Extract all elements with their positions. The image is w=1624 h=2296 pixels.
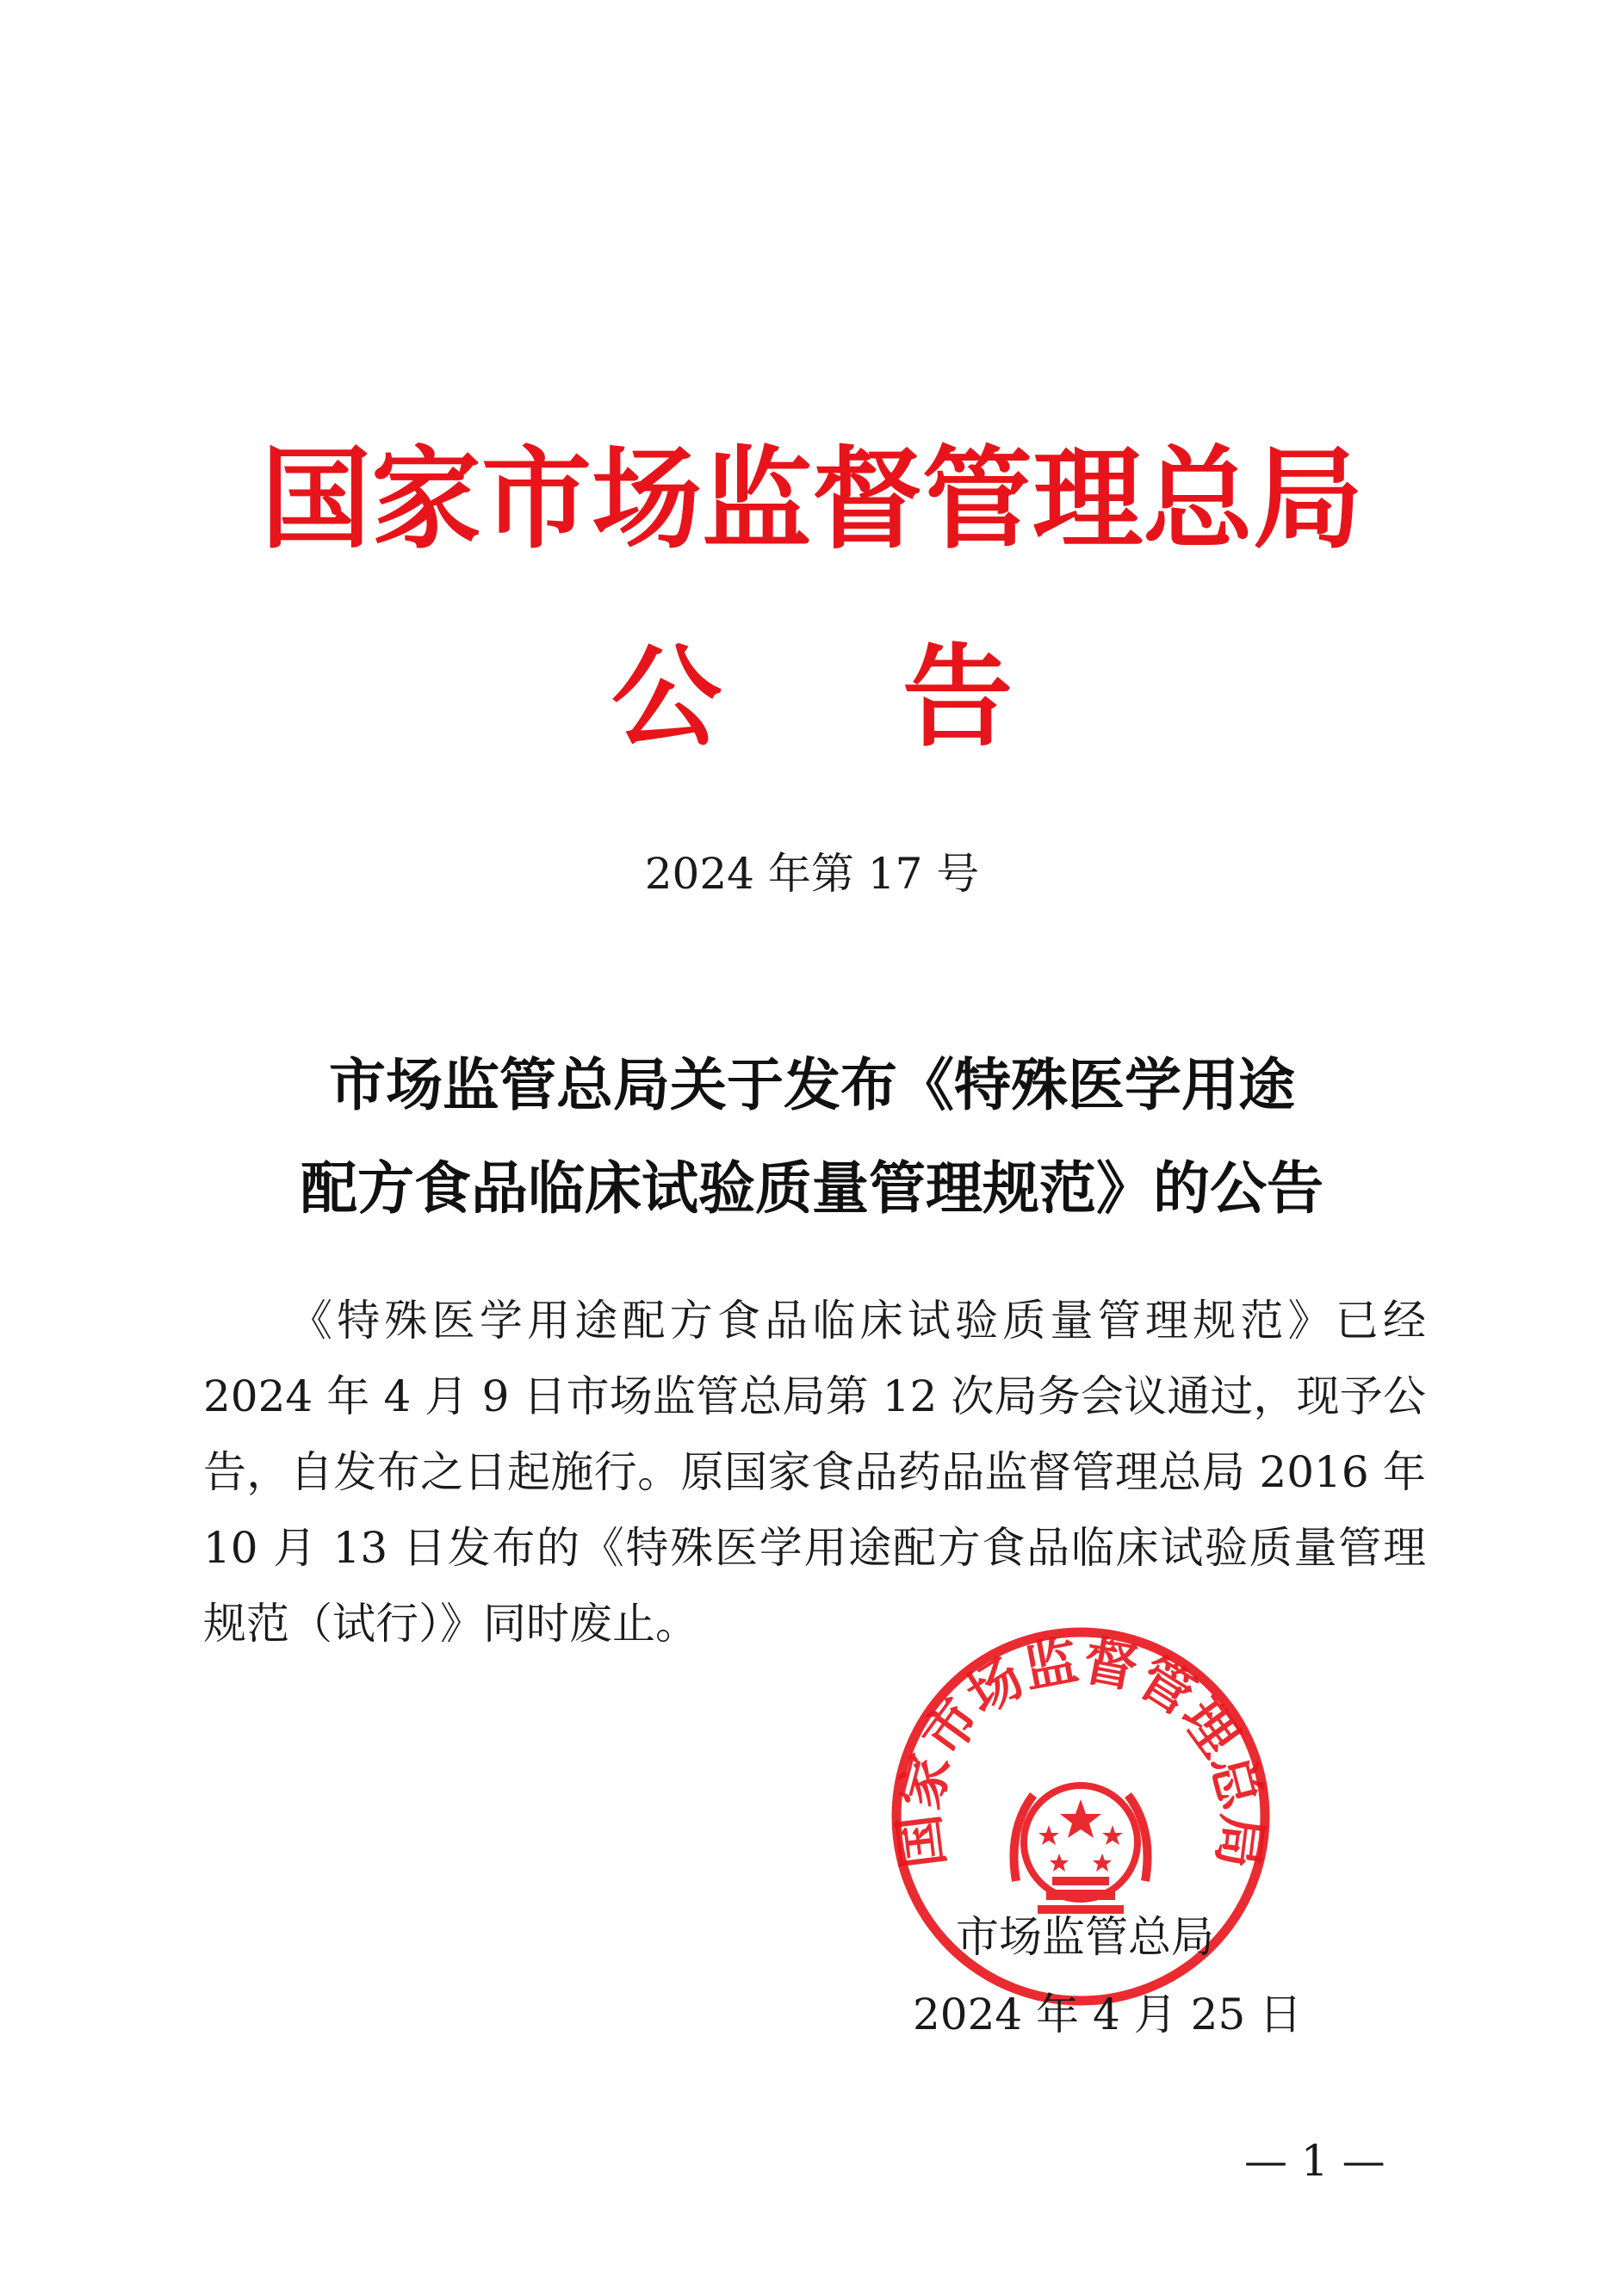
- document-type-char-2: 告: [902, 633, 1013, 762]
- document-type-heading: [0, 628, 1624, 766]
- document-title: [0, 1033, 1624, 1240]
- seal-text: 国家市场监督管理总局: [887, 1628, 1274, 1872]
- document-title-line-1: 市场监管总局关于发布《特殊医学用途: [329, 1051, 1295, 1118]
- body-paragraph: 《特殊医学用途配方食品临床试验质量管理规范》已经 2024 年 4 月 9 日市场监管总局第 12 次局务会议通过，现予公告，自发布之日起施行。原国家食品药品监督管理总局 2016 年 10 月 13 日发布的《特殊医学用途配方食品临床试验质量管理规范（试行）》同时废止。: [203, 1296, 1426, 1649]
- page-number: — 1 —: [1244, 2136, 1385, 2186]
- issuer-heading: 国家市场监督管理总局: [260, 435, 1363, 564]
- document-number: 2024 年第 17 号: [644, 849, 980, 899]
- body-text: [203, 1283, 1426, 1662]
- signing-date: 2024 年 4 月 25 日: [913, 1990, 1303, 2039]
- signing-organization: 市场监管总局: [956, 1912, 1214, 1962]
- document-type-char-1: 公: [611, 633, 722, 762]
- document-title-line-2: 配方食品临床试验质量管理规范》的公告: [301, 1154, 1323, 1222]
